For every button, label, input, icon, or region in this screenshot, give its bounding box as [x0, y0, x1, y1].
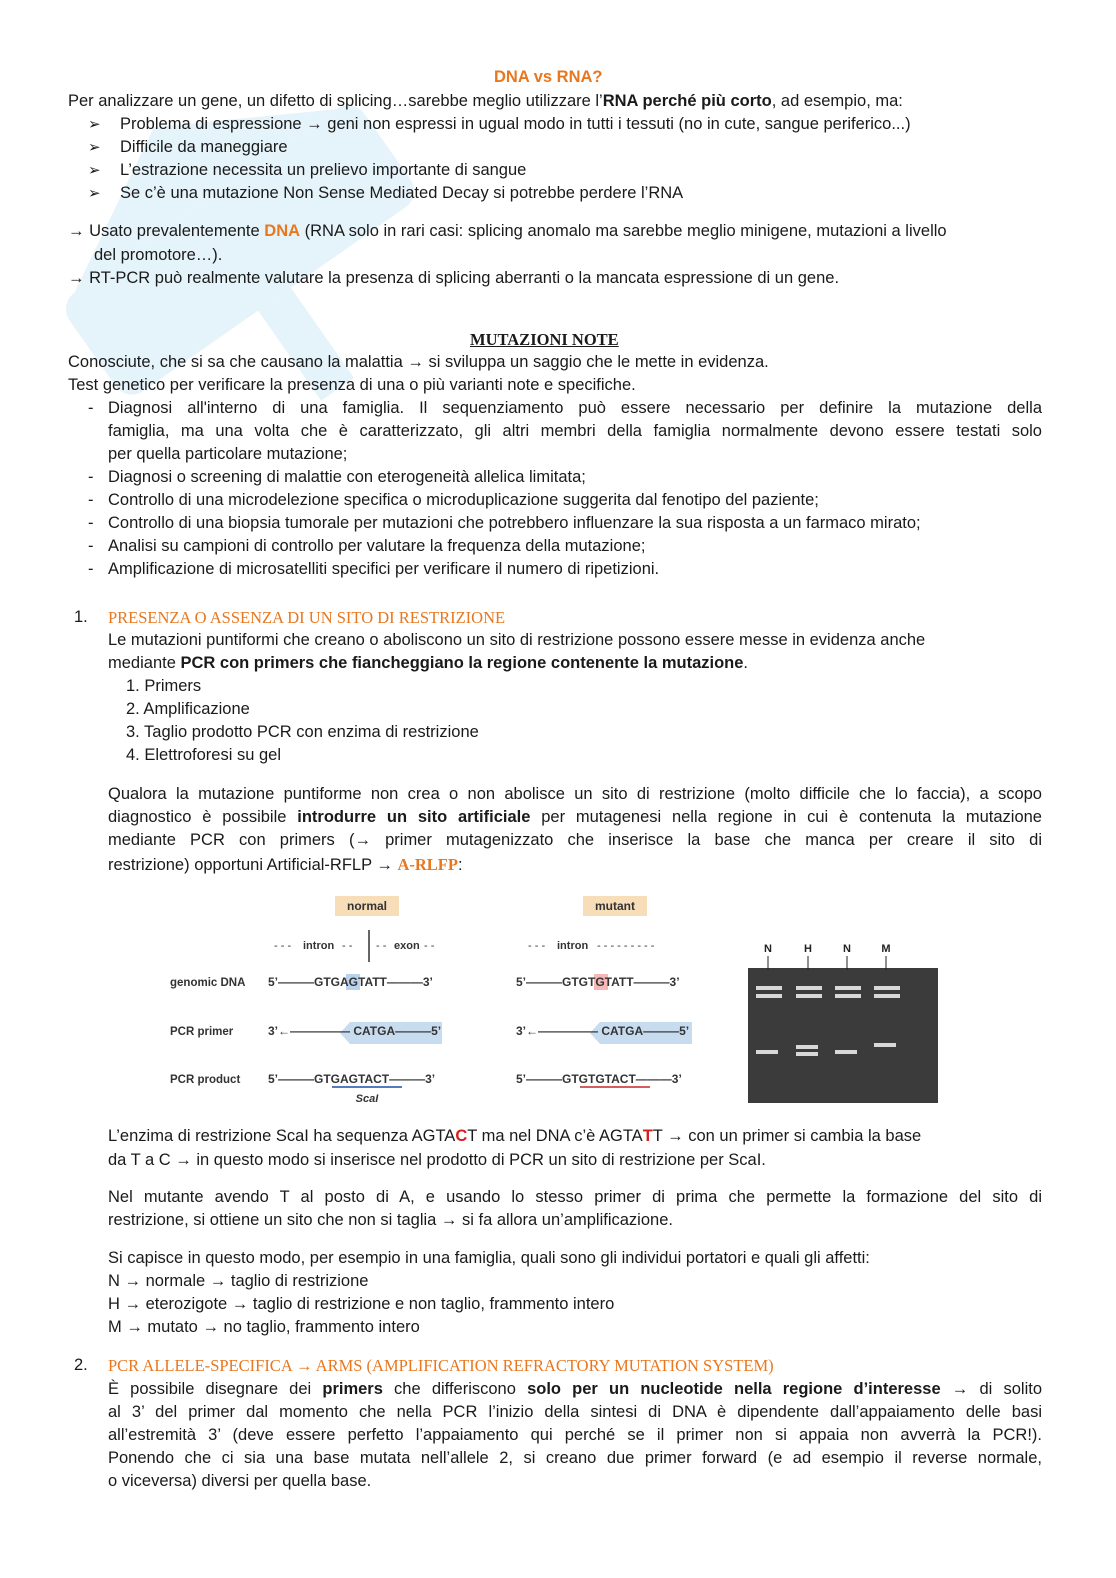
paragraph-line: È possibile disegnare dei primers che differiscono solo per un nucleotide nella regione d’interesse → di solito	[108, 1380, 1042, 1398]
list-item: Controllo di una biopsia tumorale per mutazioni che potrebbero influenzare la sua risposta a un farmaco mirato;	[108, 514, 921, 532]
paragraph-line: restrizione, si ottiene un sito che non si taglia → si fa allora un’amplificazione.	[108, 1211, 673, 1229]
list-item: L’estrazione necessita un prelievo importante di sangue	[120, 161, 527, 179]
rtpcr-line: → RT-PCR può realmente valutare la presenza di splicing aberranti o la mancata espressione di un gene.	[68, 269, 840, 287]
list-item: Difficile da maneggiare	[120, 138, 288, 156]
svg-text:- -: - -	[424, 940, 435, 952]
normal-primer-seq: 3’←————— CATGA———5’	[268, 1024, 442, 1038]
lane-label: H	[804, 943, 812, 955]
step-item: 2. Amplificazione	[126, 700, 250, 718]
mutant-product-seq: 5’———GTGTGTACT———3’	[516, 1072, 682, 1086]
page-title: DNA vs RNA?	[494, 68, 603, 86]
row-label: PCR primer	[170, 1026, 234, 1038]
section-number: 1.	[74, 608, 88, 626]
paragraph-line: Qualora la mutazione puntiforme non crea o non abolisce un sito di restrizione (molto difficile che lo faccia), a scopo	[108, 785, 1042, 803]
paragraph-line: mediante PCR con primers che fiancheggiano la regione contenente la mutazione.	[108, 654, 749, 672]
intron-label: intron	[303, 940, 335, 952]
known-line: Test genetico per verificare la presenza di una o più varianti note e specifiche.	[68, 376, 636, 394]
lane-label: N	[843, 943, 851, 955]
paragraph-line: Le mutazioni puntiformi che creano o aboliscono un sito di restrizione possono essere messe in evidenza anche	[108, 631, 926, 649]
svg-text:- -: - -	[376, 940, 387, 952]
arrow-bullet-icon: ➢	[88, 139, 101, 156]
list-item: Controllo di una microdelezione specifica o microduplicazione suggerita dal fenotipo del paziente;	[108, 491, 819, 509]
lane-label: M	[881, 943, 891, 955]
lane-label: N	[764, 943, 772, 955]
paragraph-line: mediante PCR con primers (→ primer mutagenizzato che inserisce la base che manca per creare il sito di	[108, 831, 1042, 849]
paragraph-line: Nel mutante avendo T al posto di A, e usando lo stesso primer di prima che permette la formazione del sito di	[108, 1188, 1042, 1206]
paragraph-line: L’enzima di restrizione ScaI ha sequenza AGTACT ma nel DNA c’è AGTATT → con un primer si cambia la base	[108, 1127, 922, 1145]
list-item: Se c’è una mutazione Non Sense Mediated Decay si potrebbe perdere l’RNA	[120, 184, 684, 202]
row-label: genomic DNA	[170, 977, 246, 989]
paragraph-line: restrizione) opportuni Artificial-RFLP → A-RLFP:	[108, 855, 463, 874]
section-title: MUTAZIONI NOTE	[470, 330, 619, 349]
normal-label: normal	[346, 899, 388, 913]
normal-product-seq: 5’———GTGAGTACT———3’	[268, 1072, 436, 1086]
svg-text:- - -: - - -	[274, 940, 292, 952]
scai-label: ScaI	[355, 1093, 379, 1105]
list-item: per quella particolare mutazione;	[108, 445, 348, 463]
genotype-line: N → normale → taglio di restrizione	[108, 1272, 369, 1290]
paragraph-line: al 3’ del primer dal momento che nella PCR l’inizio della sintesi di DNA è dipendente dall’appaiamento delle basi	[108, 1403, 1042, 1421]
genotype-line: M → mutato → no taglio, frammento intero	[108, 1318, 420, 1336]
paragraph-line: all’estremità 3’ (deve essere perfetto l’appaiamento qui perché se il primer non si appaia non avverrà la PCR!).	[108, 1426, 1042, 1444]
arrow-bullet-icon: ➢	[88, 185, 101, 202]
step-item: 4. Elettroforesi su gel	[126, 746, 281, 764]
dna-usage-line2: del promotore…).	[94, 246, 223, 264]
paragraph-line: o viceversa) diversi per quella base.	[108, 1472, 372, 1490]
mutant-label: mutant	[595, 899, 635, 913]
intron-label: intron	[557, 940, 589, 952]
list-item: famiglia, ma una volta che è caratterizzato, gli altri membri della famiglia normalmente devono essere testati solo	[108, 422, 1042, 440]
svg-text:- - -: - - -	[528, 940, 546, 952]
step-item: 3. Taglio prodotto PCR con enzima di restrizione	[126, 723, 479, 741]
section-number: 2.	[74, 1356, 88, 1374]
exon-label: exon	[394, 940, 420, 952]
svg-text:- - - - - - - - -: - - - - - - - - -	[597, 940, 655, 952]
paragraph-line: Si capisce in questo modo, per esempio in una famiglia, quali sono gli individui portatori e quali gli affetti:	[108, 1249, 870, 1267]
normal-genomic-seq: 5’———GTGAGTATT———3’	[268, 975, 433, 989]
section-heading: PCR ALLELE-SPECIFICA → ARMS (AMPLIFICATION REFRACTORY MUTATION SYSTEM)	[108, 1356, 774, 1375]
paragraph-line: da T a C → in questo modo si inserisce nel prodotto di PCR un sito di restrizione per ScaI.	[108, 1151, 766, 1169]
paragraph-line: diagnostico è possibile introdurre un sito artificiale per mutagenesi nella regione in cui è contenuta la mutazione	[108, 808, 1042, 826]
list-item: Diagnosi all'interno di una famiglia. Il sequenziamento può essere necessario per definire la mutazione della	[108, 399, 1042, 417]
list-item: Diagnosi o screening di malattie con eterogeneità allelica limitata;	[108, 468, 586, 486]
row-label: PCR product	[170, 1074, 241, 1086]
arrow-bullet-icon: ➢	[88, 116, 101, 133]
list-item: Problema di espressione → geni non espressi in ugual modo in tutti i tessuti (no in cute, sangue periferico...)	[120, 115, 911, 133]
dna-usage-line1: → Usato prevalentemente DNA (RNA solo in rari casi: splicing anomalo ma sarebbe meglio minigene, mutazioni a livello	[68, 222, 947, 240]
arrow-bullet-icon: ➢	[88, 162, 101, 179]
rflp-figure	[160, 890, 950, 1110]
list-item: Amplificazione di microsatelliti specifici per verificare il numero di ripetizioni.	[108, 560, 660, 578]
known-line: Conosciute, che si sa che causano la malattia → si sviluppa un saggio che le mette in evidenza.	[68, 353, 769, 371]
step-item: 1. Primers	[126, 677, 202, 695]
section-heading: PRESENZA O ASSENZA DI UN SITO DI RESTRIZIONE	[108, 608, 506, 627]
intro-line: Per analizzare un gene, un difetto di splicing…sarebbe meglio utilizzare l’RNA perché più corto, ad esempio, ma:	[68, 92, 903, 110]
svg-text:- -: - -	[342, 940, 353, 952]
paragraph-line: Ponendo che ci sia una base mutata nell’allele 2, si creano due primer forward (e ad esempio il reverse normale,	[108, 1449, 1042, 1467]
mutant-genomic-seq: 5’———GTGTGTATT———3’	[516, 975, 680, 989]
list-item: Analisi su campioni di controllo per valutare la frequenza della mutazione;	[108, 537, 646, 555]
mutant-primer-seq: 3’←————— CATGA———5’	[516, 1024, 690, 1038]
genotype-line: H → eterozigote → taglio di restrizione e non taglio, frammento intero	[108, 1295, 615, 1313]
